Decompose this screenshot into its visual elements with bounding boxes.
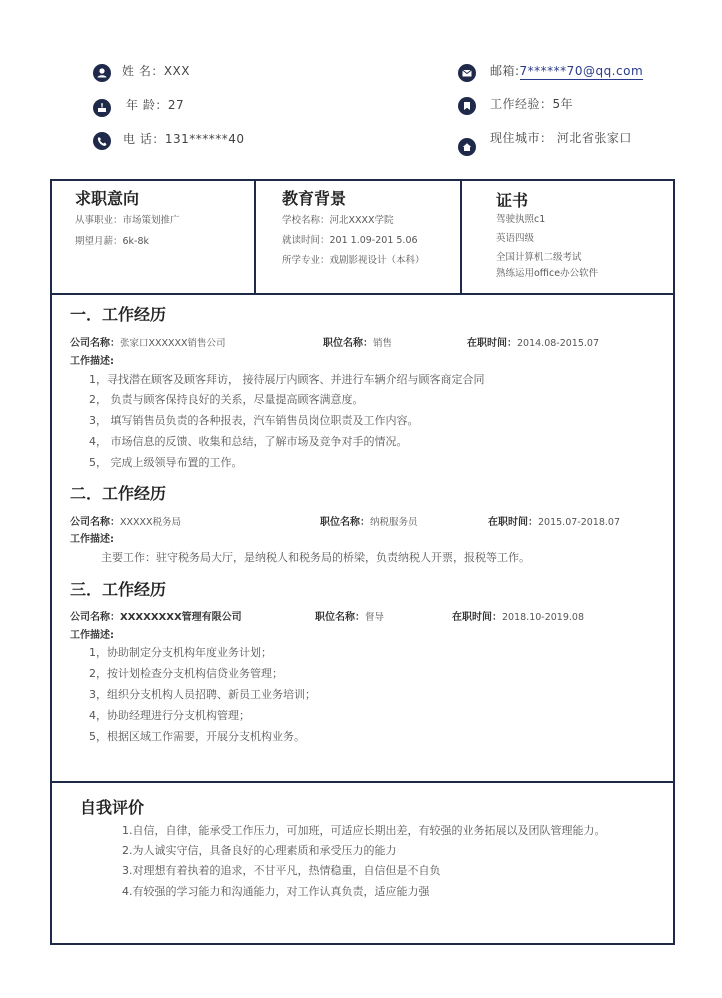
job-company: 公司名称：XXXXX税务局 xyxy=(70,517,182,528)
education-period: 就读时间：201 1.09-201 5.06 xyxy=(282,235,418,246)
evaluation-item: 3.对理想有着执着的追求，不甘平凡，热情稳重，自信但是不自负 xyxy=(122,864,441,877)
job-desc-item: 2， 负责与顾客保持良好的关系，尽量提高顾客满意度。 xyxy=(89,393,364,406)
certificate-item: 英语四级 xyxy=(496,233,535,244)
certificate-item: 驾驶执照c1 xyxy=(496,214,546,225)
intention-salary: 期望月薪：6k-8k xyxy=(75,236,150,247)
divider xyxy=(460,179,462,295)
age-field: 年 龄：27 xyxy=(126,98,185,112)
mail-icon xyxy=(458,64,476,82)
job-desc-item: 1，协助制定分支机构年度业务计划； xyxy=(89,646,272,659)
divider xyxy=(254,179,256,295)
email-link[interactable]: 7******70@qq.com xyxy=(519,64,644,78)
job-period: 在职时间：2018.10-2019.08 xyxy=(452,612,584,623)
name-field: 姓 名：XXX xyxy=(122,64,190,78)
intention-occupation: 从事职业：市场策划推广 xyxy=(75,215,180,226)
job-desc-item: 4， 市场信息的反馈、收集和总结，了解市场及竞争对手的情况。 xyxy=(89,435,408,448)
education-major: 所学专业：戏剧影视设计（本科） xyxy=(282,255,425,266)
evaluation-item: 1.自信，自律，能承受工作压力，可加班，可适应长期出差，有较强的业务拓展以及团队管理能力。 xyxy=(122,824,606,837)
evaluation-item: 4.有较强的学习能力和沟通能力，对工作认真负责，适应能力强 xyxy=(122,885,430,898)
job-period: 在职时间：2015.07-2018.07 xyxy=(488,517,620,528)
phone-icon xyxy=(93,132,111,150)
evaluation-title: 自我评价 xyxy=(80,798,145,817)
evaluation-item: 2.为人诚实守信，具备良好的心理素质和承受压力的能力 xyxy=(122,844,397,857)
job-desc-item: 主要工作：驻守税务局大厅，是纳税人和税务局的桥梁，负责纳税人开票，报税等工作。 xyxy=(101,551,530,564)
job-period: 在职时间：2014.08-2015.07 xyxy=(467,338,599,349)
job-company: 公司名称：XXXXXXXX管理有限公司 xyxy=(70,612,242,623)
job-desc-item: 4，协助经理进行分支机构管理； xyxy=(89,709,250,722)
job-desc-item: 5，根据区域工作需要，开展分支机构业务。 xyxy=(89,730,305,743)
job-desc-label: 工作描述: xyxy=(70,534,114,545)
job-position: 职位名称：销售 xyxy=(323,338,393,349)
job-title: 一．工作经历 xyxy=(70,305,167,324)
certificates-title: 证书 xyxy=(496,191,529,210)
job-title: 三．工作经历 xyxy=(70,580,167,599)
experience-field: 工作经验：5年 xyxy=(490,97,574,111)
city-field: 现住城市： 河北省张家口 xyxy=(490,131,632,145)
bookmark-icon xyxy=(458,97,476,115)
job-desc-item: 3， 填写销售员负责的各种报表，汽车销售员岗位职责及工作内容。 xyxy=(89,414,419,427)
job-desc-item: 2，按计划检查分支机构信贷业务管理； xyxy=(89,667,283,680)
certificate-item: 全国计算机二级考试 xyxy=(496,252,582,263)
phone-field: 电 话：131******40 xyxy=(123,132,245,146)
person-icon xyxy=(93,64,111,82)
certificate-item: 熟练运用office办公软件 xyxy=(496,268,599,279)
job-position: 职位名称：纳税服务员 xyxy=(320,517,418,528)
job-position: 职位名称：督导 xyxy=(315,612,385,623)
education-school: 学校名称：河北XXXX学院 xyxy=(282,215,394,226)
home-icon xyxy=(458,138,476,156)
job-desc-label: 工作描述: xyxy=(70,630,114,641)
cake-icon xyxy=(93,99,111,117)
job-desc-item: 5， 完成上级领导布置的工作。 xyxy=(89,456,243,469)
job-desc-item: 3，组织分支机构人员招聘、新员工业务培训； xyxy=(89,688,316,701)
job-title: 二．工作经历 xyxy=(70,484,167,503)
education-title: 教育背景 xyxy=(282,189,347,208)
job-company: 公司名称：张家口XXXXXX销售公司 xyxy=(70,338,226,349)
job-desc-label: 工作描述: xyxy=(70,356,114,367)
job-desc-item: 1，寻找潜在顾客及顾客拜访， 接待展厅内顾客、并进行车辆介绍与顾客商定合同 xyxy=(89,373,485,386)
intention-title: 求职意向 xyxy=(75,189,140,208)
email-field: 邮箱:7******70@qq.com xyxy=(490,64,644,78)
